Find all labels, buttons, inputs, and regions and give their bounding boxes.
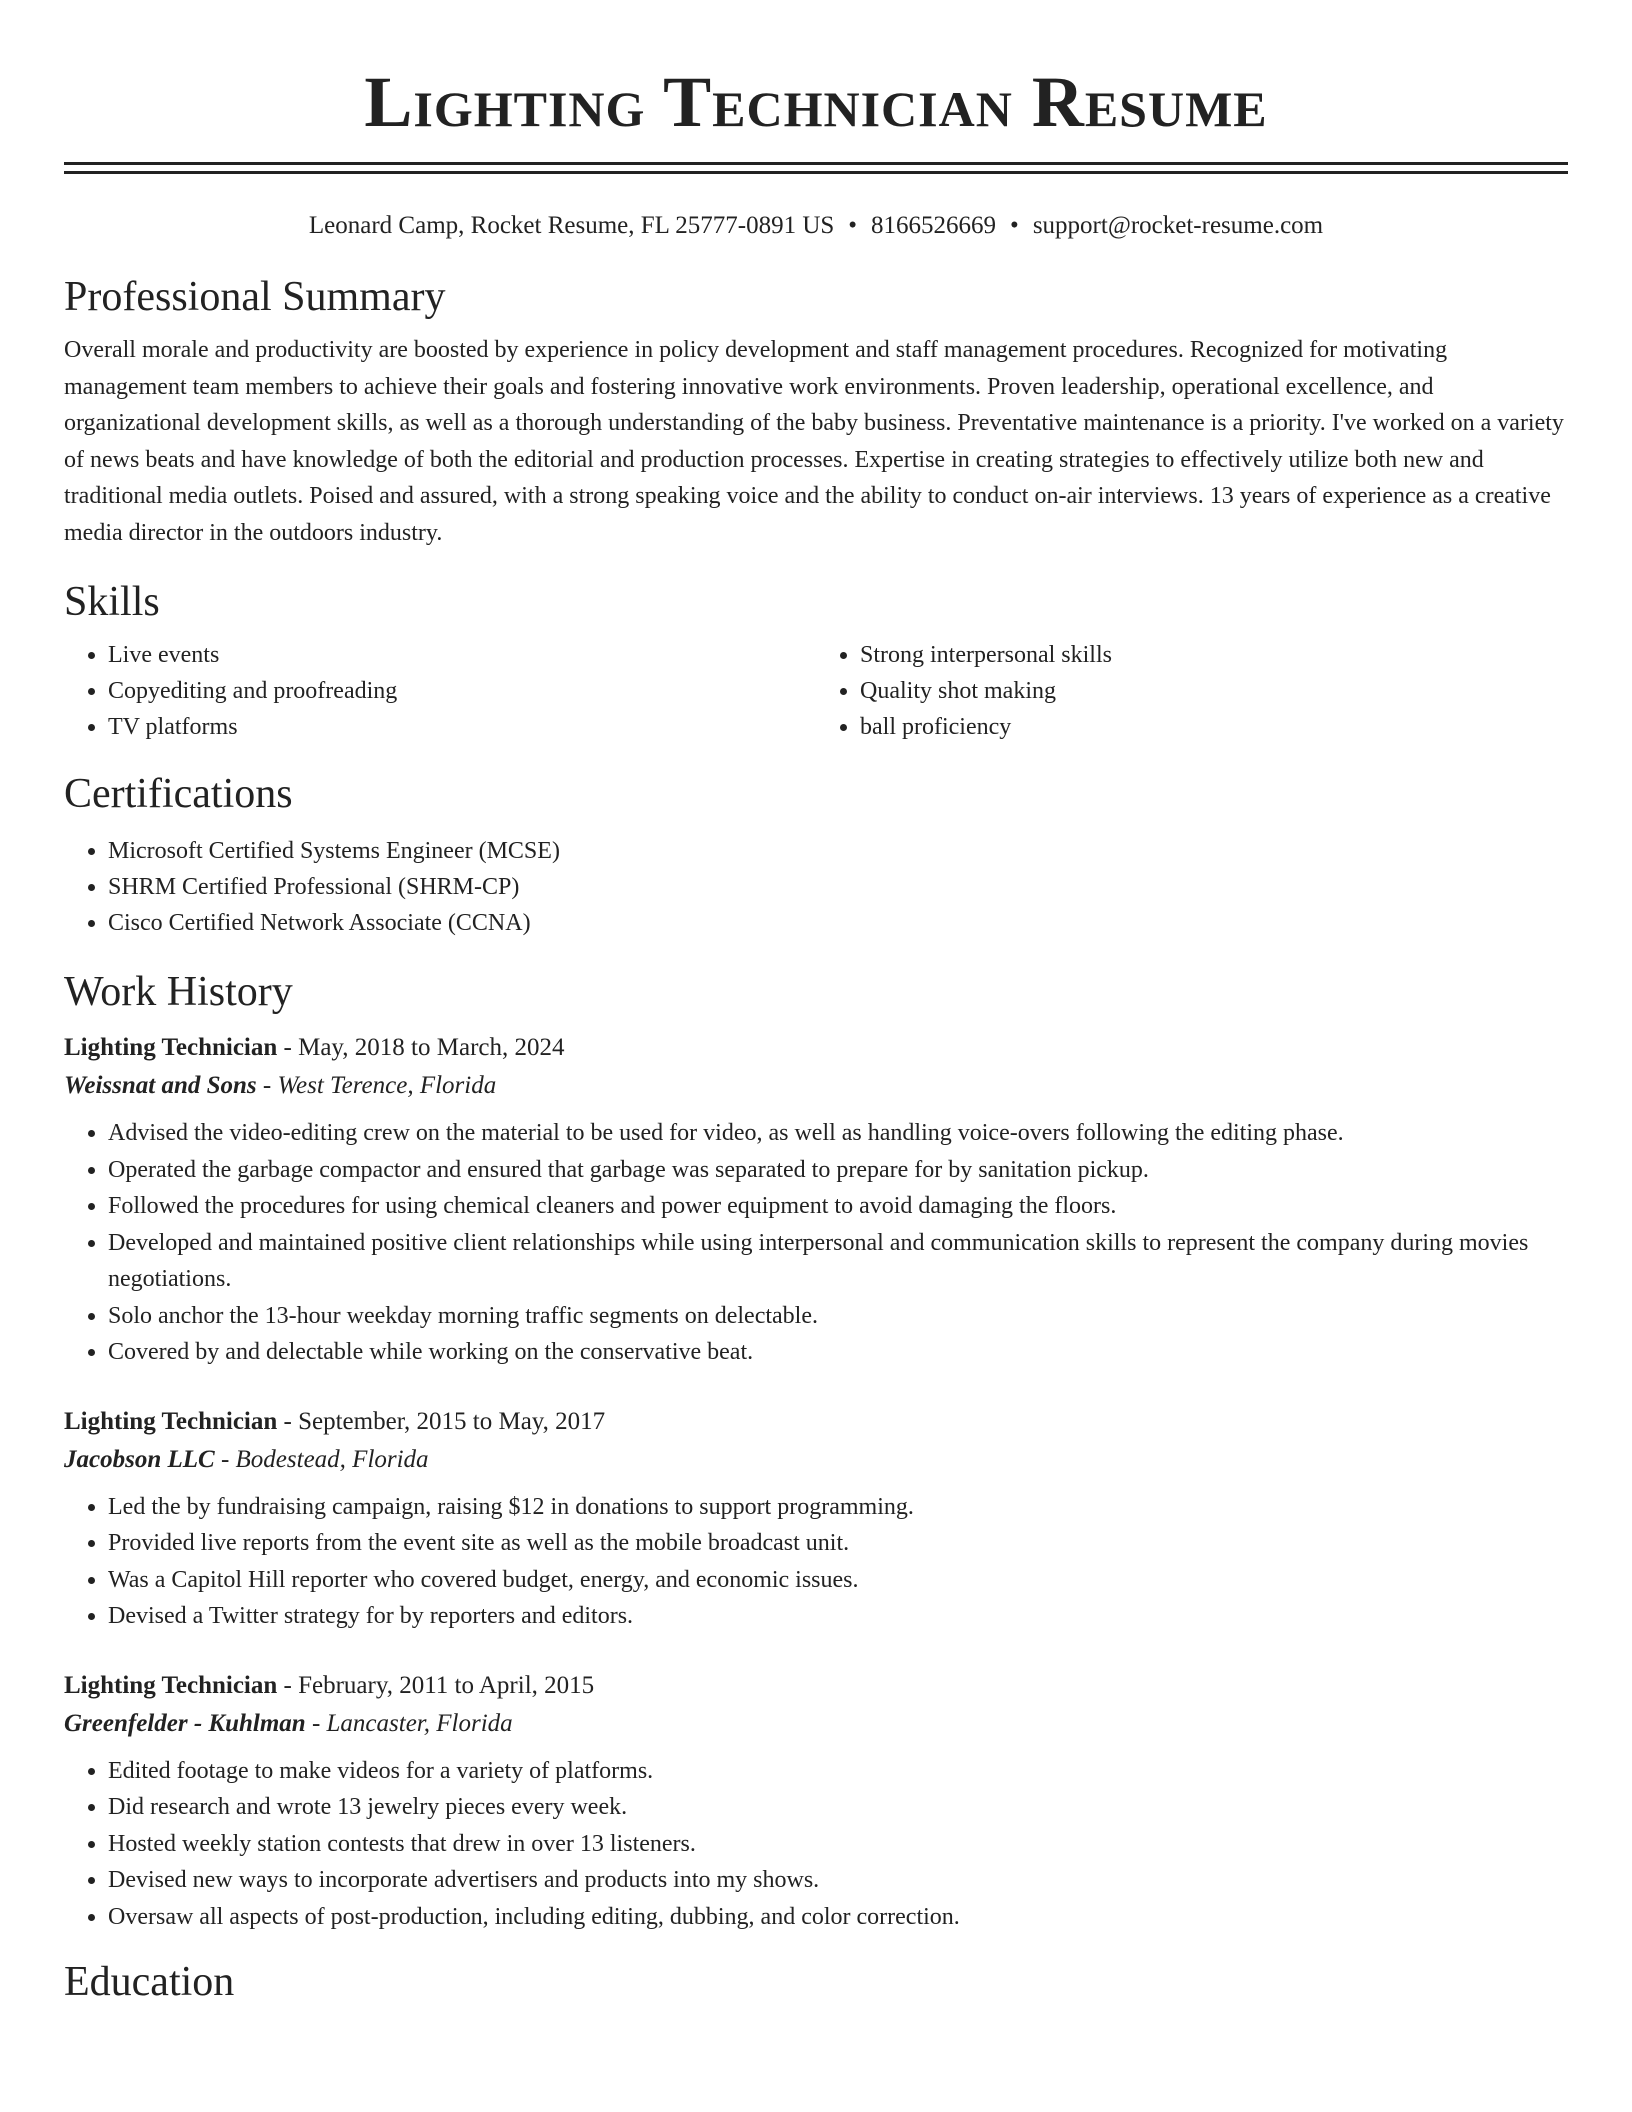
job-bullet: • Solo anchor the 13-hour weekday morning traffic segments on delectable.	[108, 1298, 1568, 1335]
title-rule-bottom	[64, 171, 1568, 174]
certification-item: • SHRM Certified Professional (SHRM-CP)	[108, 869, 1568, 905]
skill-item: • Strong interpersonal skills	[860, 637, 1568, 673]
skill-item: • Live events	[108, 637, 816, 673]
job-location: - Lancaster, Florida	[311, 1709, 513, 1737]
certifications-list	[64, 833, 1568, 941]
skills-heading: Skills	[64, 579, 160, 625]
job-dates: - September, 2015 to May, 2017	[283, 1407, 606, 1435]
skills-list-right	[816, 637, 1568, 745]
certifications-heading: Certifications	[64, 771, 293, 817]
certifications-section	[64, 769, 1568, 941]
job-bullet: • Covered by and delectable while working on the conservative beat.	[108, 1334, 1568, 1371]
job-company: Greenfelder - Kuhlman	[64, 1709, 306, 1737]
job-company-line	[64, 1441, 1568, 1479]
summary-heading: Professional Summary	[64, 274, 446, 320]
job-title: Lighting Technician	[64, 1407, 278, 1435]
contact-line	[64, 210, 1568, 242]
summary-section	[64, 272, 1568, 551]
skills-list-left	[64, 637, 816, 745]
job-bullet: • Led the by fundraising campaign, raising $12 in donations to support programming.	[108, 1489, 1568, 1526]
skill-item: • Copyediting and proofreading	[108, 673, 816, 709]
job-bullet: • Did research and wrote 13 jewelry pieces every week.	[108, 1789, 1568, 1826]
job-bullet: • Followed the procedures for using chemical cleaners and power equipment to avoid damaging the floors.	[108, 1188, 1568, 1225]
job-company: Weissnat and Sons	[64, 1072, 257, 1099]
skills-section	[64, 577, 1568, 745]
job-bullet: • Devised new ways to incorporate advertisers and products into my shows.	[108, 1862, 1568, 1899]
job-company-line	[64, 1067, 1568, 1105]
job-bullets	[64, 1753, 1568, 1936]
job-entry	[64, 1667, 1568, 1936]
job-title-line	[64, 1029, 1568, 1067]
skill-item: • Quality shot making	[860, 673, 1568, 709]
work-history-heading: Work History	[64, 969, 293, 1015]
title-rule-top	[64, 162, 1568, 165]
job-location: - Bodestead, Florida	[220, 1445, 429, 1473]
certification-item: • Cisco Certified Network Associate (CCNA)	[108, 905, 1568, 941]
job-title-line	[64, 1667, 1568, 1705]
job-bullet: • Advised the video-editing crew on the material to be used for video, as well as handling voice-overs following the editing phase.	[108, 1115, 1568, 1152]
job-bullet: • Oversaw all aspects of post-production, including editing, dubbing, and color correction.	[108, 1899, 1568, 1936]
job-bullets	[64, 1115, 1568, 1371]
education-heading: Education	[64, 1959, 235, 2005]
job-bullet: • Edited footage to make videos for a variety of platforms.	[108, 1753, 1568, 1790]
skills-grid	[64, 637, 1568, 745]
job-dates: - February, 2011 to April, 2015	[283, 1671, 595, 1699]
job-bullet: • Developed and maintained positive client relationships while using interpersonal and communication skills to represent the company during movies negotiations.	[108, 1225, 1568, 1298]
job-entry	[64, 1029, 1568, 1371]
job-bullet: • Provided live reports from the event site as well as the mobile broadcast unit.	[108, 1525, 1568, 1562]
work-history-section	[64, 967, 1568, 1935]
education-section	[64, 1957, 1568, 2007]
job-bullet: • Devised a Twitter strategy for by reporters and editors.	[108, 1598, 1568, 1635]
job-bullet: • Hosted weekly station contests that drew in over 13 listeners.	[108, 1826, 1568, 1863]
contact-email: support@rocket-resume.com	[1032, 212, 1324, 239]
job-company: Jacobson LLC	[64, 1445, 215, 1473]
job-bullets	[64, 1489, 1568, 1635]
contact-phone: 8166526669	[871, 212, 997, 239]
resume-page	[64, 0, 1568, 2007]
certification-item: • Microsoft Certified Systems Engineer (MCSE)	[108, 833, 1568, 869]
job-entry	[64, 1403, 1568, 1635]
job-title: Lighting Technician	[64, 1034, 278, 1061]
contact-separator: •	[848, 212, 858, 239]
job-bullet: • Operated the garbage compactor and ensured that garbage was separated to prepare for by sanitation pickup.	[108, 1152, 1568, 1189]
summary-text: Overall morale and productivity are boosted by experience in policy development and staff management procedures. Recognized for motivating management team members to achieve their goals and fostering innovative work environments. Proven leadership, operational excellence, and organizational development skills, as well as a thorough understanding of the baby business. Preventative maintenance is a priority. I've worked on a variety of news beats and have knowledge of both the editorial and production processes. Expertise in creating strategies to effectively utilize both new and traditional media outlets. Poised and assured, with a strong speaking voice and the ability to conduct on-air interviews. 13 years of experience as a creative media director in the outdoors industry.	[64, 337, 1564, 546]
contact-address: Leonard Camp, Rocket Resume, FL 25777-0891 US	[308, 212, 835, 239]
job-title: Lighting Technician	[64, 1671, 278, 1699]
job-dates: - May, 2018 to March, 2024	[283, 1034, 565, 1061]
job-company-line	[64, 1705, 1568, 1743]
resume-title: Lighting Technician Resume	[364, 62, 1268, 142]
job-title-line	[64, 1403, 1568, 1441]
job-bullet: • Was a Capitol Hill reporter who covered budget, energy, and economic issues.	[108, 1562, 1568, 1599]
skill-item: • TV platforms	[108, 709, 816, 745]
skill-item: • ball proficiency	[860, 709, 1568, 745]
job-location: - West Terence, Florida	[262, 1072, 497, 1099]
contact-separator: •	[1010, 212, 1019, 239]
